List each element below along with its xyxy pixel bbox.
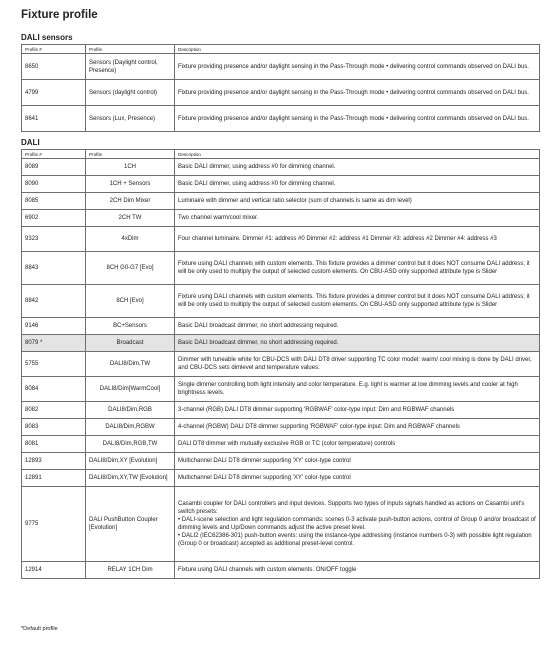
column-header-description: Description (175, 150, 540, 159)
profile-number-cell: 8081 (22, 436, 86, 453)
profile-number-cell: 6902 (22, 210, 86, 227)
table-row (22, 159, 540, 176)
profile-name-cell: Sensors (Lux, Presence) (86, 106, 175, 132)
profile-name-cell: 8CH G0-G7 [Evo] (86, 252, 175, 285)
table-row (22, 487, 540, 562)
table-row (22, 562, 540, 579)
profile-name-cell: 4xDim (86, 227, 175, 252)
table-row (22, 227, 540, 252)
profile-name-cell: DALI8/Dim,RGB (86, 402, 175, 419)
description-cell: Basic DALI broadcast dimmer, no short addressing required. (175, 318, 540, 335)
table-row (22, 436, 540, 453)
profile-name-cell: 1CH (86, 159, 175, 176)
profile-name-cell: DALI8/Dim,RGB,TW (86, 436, 175, 453)
description-cell: DALI DT8 dimmer with mutually exclusive RGB or TC (color temperature) controls (175, 436, 540, 453)
description-cell: Single dimmer controlling both light intensity and color temperature. E.g. light is warmer at low dimming levels and cooler at high brightness levels. (175, 377, 540, 402)
table-row (22, 54, 540, 80)
description-cell: Fixture using DALI channels with custom elements. This fixture provides a dimmer control but it does NOT consume DALI address; it will be only used to multiply the output of selected custom elements. On CBU-ASD only supported attribute type is Slider (175, 285, 540, 318)
profile-number-cell: 8089 (22, 159, 86, 176)
profile-name-cell: DALI8/Dim[WarmCool] (86, 377, 175, 402)
description-cell: Fixture providing presence and/or daylight sensing in the Pass-Through mode • delivering control commands observed on DALI bus. (175, 54, 540, 80)
profile-number-cell: 8084 (22, 377, 86, 402)
table-row (22, 285, 540, 318)
profile-number-cell: 9146 (22, 318, 86, 335)
profile-number-cell: 8083 (22, 419, 86, 436)
section-heading-dali-sensors: DALI sensors (21, 33, 73, 42)
profile-number-cell: 8641 (22, 106, 86, 132)
table-row (22, 193, 540, 210)
description-cell: Fixture providing presence and/or daylight sensing in the Pass-Through mode • delivering control commands observed on DALI bus. (175, 106, 540, 132)
profile-name-cell: Broadcast (86, 335, 175, 352)
table-row (22, 402, 540, 419)
table-header-row (22, 150, 540, 159)
table-row (22, 453, 540, 470)
column-header-profile-number: Profile # (22, 45, 86, 54)
profile-number-cell: 12914 (22, 562, 86, 579)
description-cell: Multichannel DALI DT8 dimmer supporting 'XY' color-type control (175, 470, 540, 487)
description-bullet: • DALI2 (IEC62386-301) push-button events: using the instance-type addressing (instance numbers 0-3) with possible light regulation (Group 0 or broadcast) accepted as additional preset-level control. (178, 533, 532, 547)
description-cell: Dimmer with tuneable white for CBU-DCS with DALI DT8 driver supporting TC color model: warm/ cool mixing is done by DALI driver, and CBU-DCS sets dimlevel and temperature values. (175, 352, 540, 377)
description-cell: Four channel luminaire. Dimmer #1: address #0 Dimmer #2: address #1 Dimmer #3: address #2 Dimmer #4: address #3 (175, 227, 540, 252)
profile-name-cell: 2CH TW (86, 210, 175, 227)
column-header-description: Description (175, 45, 540, 54)
profile-number-cell: 8082 (22, 402, 86, 419)
table-row (22, 176, 540, 193)
profile-name-cell: Sensors (daylight control) (86, 80, 175, 106)
profile-name-cell: 1CH + Sensors (86, 176, 175, 193)
profile-name-cell: DALI PushButton Coupler [Evolution] (86, 487, 175, 562)
profile-name-cell: DALI8/Dim,XY,TW [Evolution] (86, 470, 175, 487)
profile-name-cell: DALI8/Dim,RGBW (86, 419, 175, 436)
profile-name-cell: BC+Sensors (86, 318, 175, 335)
table-row (22, 419, 540, 436)
table-row (22, 335, 540, 352)
column-header-profile: Profile (86, 45, 175, 54)
profile-number-cell: 9775 (22, 487, 86, 562)
table-row (22, 80, 540, 106)
profile-number-cell: 8090 (22, 176, 86, 193)
description-cell: Fixture using DALI channels with custom elements. This fixture provides a dimmer control but it does NOT consume DALI address; it will be only used to multiply the output of selected custom elements. On CBU-ASD only supported attribute type is Slider (175, 252, 540, 285)
profile-number-cell: 12891 (22, 470, 86, 487)
description-cell (175, 487, 540, 562)
profile-name-cell: Sensors (Daylight control, Presence) (86, 54, 175, 80)
description-cell: Fixture using DALI channels with custom elements. ON/OFF toggle (175, 562, 540, 579)
page-title: Fixture profile (21, 9, 98, 21)
dali-table (21, 149, 540, 579)
profile-name-cell: 8CH [Evo] (86, 285, 175, 318)
table-row (22, 352, 540, 377)
column-header-profile-number: Profile # (22, 150, 86, 159)
description-cell: Fixture providing presence and/or daylight sensing in the Pass-Through mode • delivering control commands observed on DALI bus. (175, 80, 540, 106)
profile-number-cell: 4799 (22, 80, 86, 106)
profile-name-cell: 2CH Dim Mixer (86, 193, 175, 210)
description-bullet: • DALI-scene selection and light regulation commands: scenes 0-3 activate push-button actions, control of Group 0 and/or broadcast of dimming levels and Up/Down commands adjust the active preset level. (178, 517, 536, 531)
description-cell: Basic DALI dimmer, using address #0 for dimming channel. (175, 159, 540, 176)
description-cell: Two channel warm/cool mixer. (175, 210, 540, 227)
section-heading-dali: DALI (21, 138, 40, 147)
profile-number-cell: 8843 (22, 252, 86, 285)
footnote-default-profile: *Default profile (21, 626, 58, 632)
table-header-row (22, 45, 540, 54)
description-cell: Basic DALI dimmer, using address #0 for dimming channel. (175, 176, 540, 193)
table-row (22, 210, 540, 227)
profile-number-cell: 8079 * (22, 335, 86, 352)
description-cell: 4-channel (RGBW) DALI DT8 dimmer supporting 'RGBWAF' color-type input: Dim and RGBWAF channels (175, 419, 540, 436)
dali-sensors-table (21, 44, 540, 132)
description-text: Casambi coupler for DALI controllers and input devices. Supports two types of inputs signals handled as actions on Casambi unit's switch presets: (178, 501, 525, 515)
profile-number-cell: 8842 (22, 285, 86, 318)
column-header-profile: Profile (86, 150, 175, 159)
description-cell: Basic DALI broadcast dimmer, no short addressing required. (175, 335, 540, 352)
table-row (22, 252, 540, 285)
table-row (22, 106, 540, 132)
profile-number-cell: 5755 (22, 352, 86, 377)
table-row (22, 318, 540, 335)
description-cell: Luminaire with dimmer and vertical ratio selector (sum of channels is same as dim level) (175, 193, 540, 210)
profile-name-cell: RELAY 1CH Dim (86, 562, 175, 579)
description-cell: 3-channel (RGB) DALI DT8 dimmer supporting 'RGBWAF' color-type input: Dim and RGBWAF channels (175, 402, 540, 419)
profile-number-cell: 12893 (22, 453, 86, 470)
profile-number-cell: 9323 (22, 227, 86, 252)
table-row (22, 377, 540, 402)
profile-name-cell: DALI8/Dim,TW (86, 352, 175, 377)
profile-number-cell: 8650 (22, 54, 86, 80)
table-row (22, 470, 540, 487)
profile-number-cell: 8085 (22, 193, 86, 210)
profile-name-cell: DALI8/Dim,XY [Evolution] (86, 453, 175, 470)
description-cell: Multichannel DALI DT8 dimmer supporting 'XY' color-type control (175, 453, 540, 470)
